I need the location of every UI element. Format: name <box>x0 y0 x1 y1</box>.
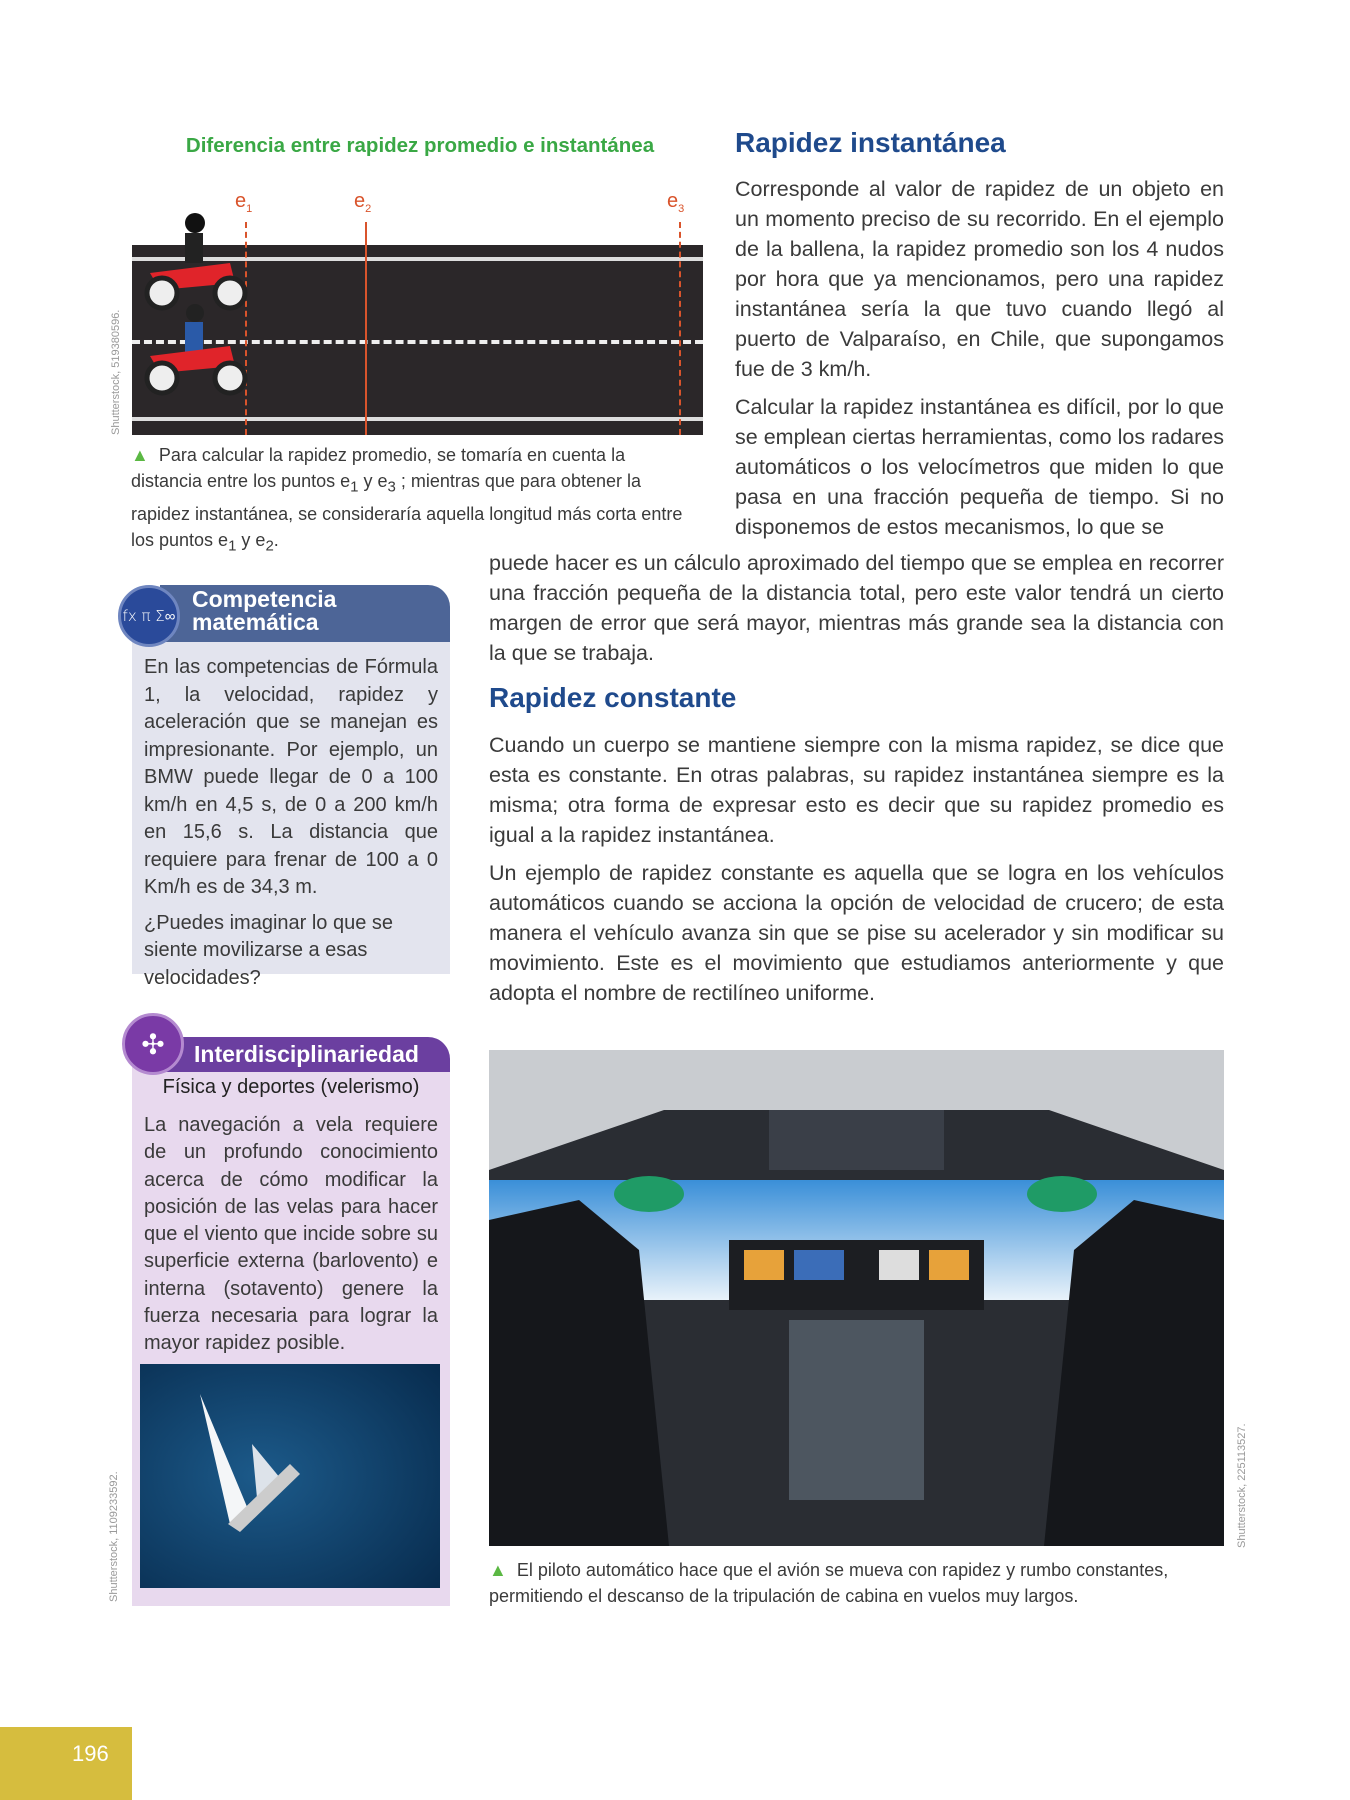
motorcycles-illustration <box>140 208 250 408</box>
interdisciplinariedad-box <box>132 1066 450 1606</box>
heading-rapidez-constante: Rapidez constante <box>489 682 737 713</box>
sailboat-photo <box>140 1364 440 1588</box>
label-e3: $e_3$ <box>667 190 685 215</box>
marker-e2 <box>365 222 367 435</box>
inter-text: La navegación a vela requiere de un profundo conocimiento acerca de cómo modificar la posición de las velas para hacer que el viento que incide sobre su superficie externa (barlovento) e interna (sotavento) genere la fuerza necesaria para lograr la mayor rapidez posible. <box>144 1114 438 1355</box>
instantanea-text-cont: puede hacer es un cálculo aproximado del tiempo que se emplea en recorrer una fracción pequeña de la distancia total, pero este valor tendrá un cierto margen de error que será mayor, mientras más grande sea la distancia con la que se trabaja. <box>489 551 1224 665</box>
heading-rapidez-instantanea: Rapidez instantánea <box>735 127 1006 158</box>
triangle-icon: ▲ <box>131 445 149 465</box>
figure-caption: ▲ Para calcular la rapidez promedio, se tomaría en cuenta la distancia entre los puntos $e_1$ y $e_3$ ; mientras que para obtener la rapidez instantánea, se consideraría aquella longitud más corta entre los puntos $e_1$ y $e_2$. <box>131 445 683 555</box>
interdisciplinariedad-header: Interdisciplinariedad <box>160 1037 450 1072</box>
figure-title: Diferencia entre rapidez promedio e instantánea <box>185 134 655 157</box>
marker-e3 <box>679 222 681 435</box>
label-e1: $e_1$ <box>235 190 253 215</box>
cockpit-photo <box>489 1050 1224 1546</box>
subtitle: Física y deportes (velerismo) <box>162 1076 420 1098</box>
competencia-header: Competencia matemática <box>160 585 450 642</box>
competencia-box: En las competencias de Fórmula 1, la velocidad, rapidez y aceleración que se manejan es impresionante. Por ejemplo, un BMW puede llegar de 0 a 100 km/h en 4,5 s, de 0 a 200 km/h en 15,6 s. La distancia que requiere para frenar de 100 a 0 Km/h es de 34,3 m. ¿Puedes imaginar lo que se siente movilizarse a esas velocidades? <box>132 642 450 974</box>
cockpit-credit: Shutterstock, 225113527. <box>1236 1423 1248 1548</box>
constante-text: Cuando un cuerpo se mantiene siempre con la misma rapidez, se dice que esta es constante. En otras palabras, su rapidez instantánea siempre es la misma; otra forma de expresar esto es decir que su rapidez promedio es igual a la rapidez instantánea. Un ejemplo de rapidez constante es aquella que se logra en los vehículos automáticos cuando se acciona la opción de velocidad de crucero; de esta manera el vehículo avanza sin que se pise su acelerador y sin modificar su movimiento. Este es el movimiento que estudiamos anteriormente y que adopta el nombre de rectilíneo uniforme. <box>489 733 1224 1005</box>
label-e2: $e_2$ <box>354 190 372 215</box>
photo-credit: Shutterstock, 519380596. <box>110 309 122 435</box>
math-icon: fx π Σ∞ <box>118 585 180 647</box>
sailboat-credit: Shutterstock, 1109233592. <box>108 1471 120 1602</box>
cockpit-caption: ▲ El piloto automático hace que el avión se mueva con rapidez y rumbo constantes, permitiendo el descanso de la tripulación de cabina en vuelos muy largos. <box>489 1560 1169 1606</box>
triangle-icon: ▲ <box>489 1560 507 1580</box>
page-number: 196 <box>0 1727 132 1800</box>
puzzle-icon: ✣ <box>122 1013 184 1075</box>
instantanea-text: Corresponde al valor de rapidez de un objeto en un momento preciso de su recorrido. En el ejemplo de la ballena, la rapidez promedio son los 4 nudos por hora que ya mencionamos, pero una rapidez instantánea sería la que tuvo cuando llegó al puerto de Valparaíso, en Chile, que supongamos fue de 3 km/h. Calcular la rapidez instantánea es difícil, por lo que se emplean ciertas herramientas, como los radares automáticos o los velocímetros que miden lo que pasa en una fracción pequeña de tiempo. Si no disponemos de estos mecanismos, lo que se <box>735 177 1224 539</box>
